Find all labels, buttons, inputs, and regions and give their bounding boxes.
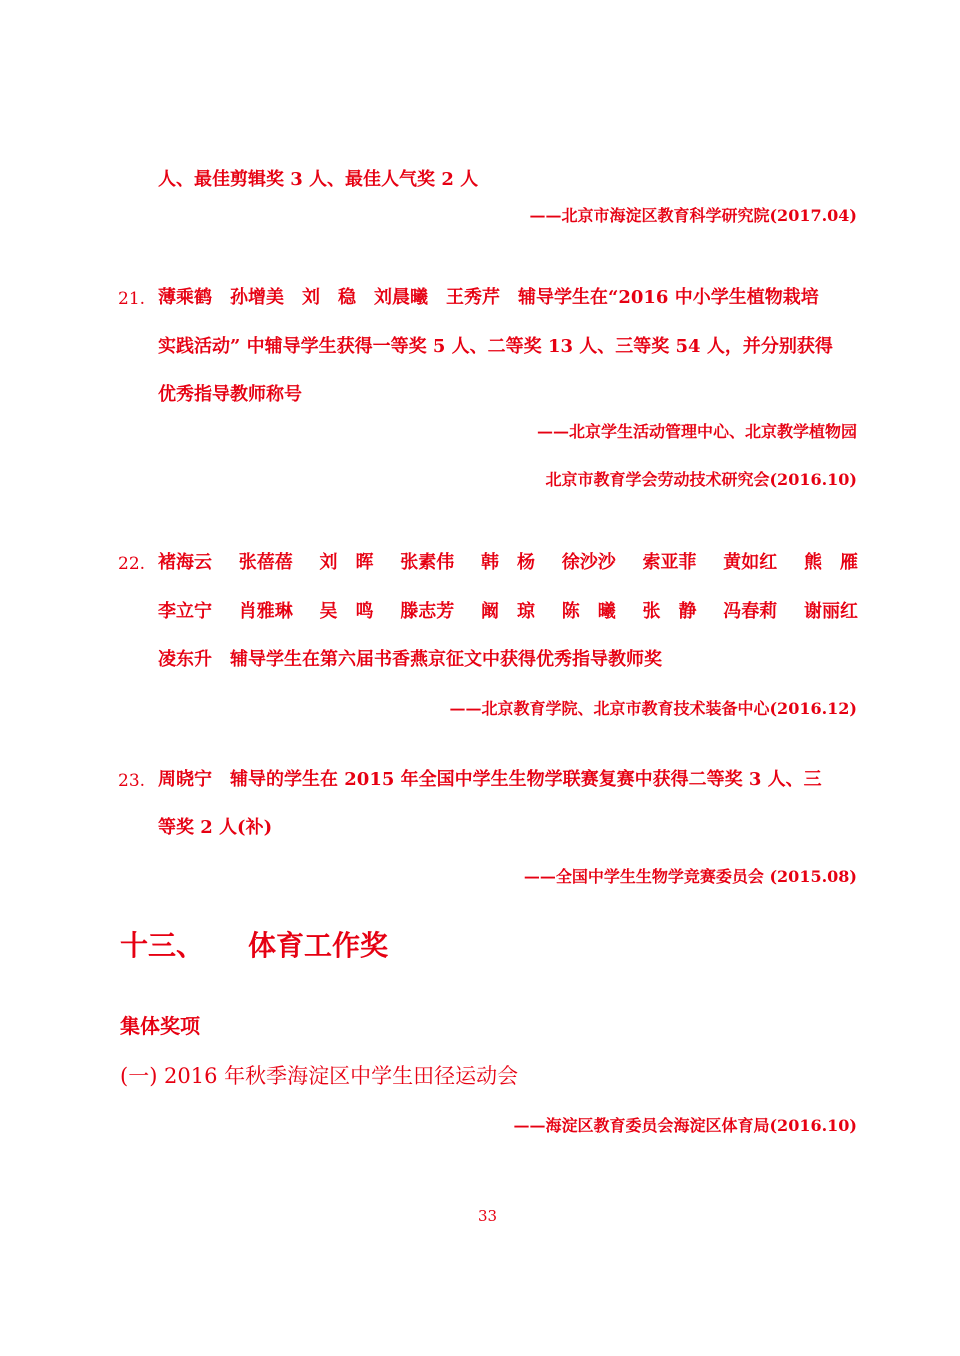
- section-heading: [120, 928, 388, 964]
- person-name: 冯春莉: [723, 601, 778, 622]
- person-name: 阚 琼: [481, 601, 535, 622]
- entry20-source: ——北京市海淀区教育科学研究院(2017.04): [529, 206, 857, 225]
- section-item: (一) 2016 年秋季海淀区中学生田径运动会: [120, 1064, 519, 1088]
- entry23-line2: 等奖 2 人(补): [158, 817, 273, 838]
- person-name: 谢丽红: [804, 601, 858, 622]
- section-subtitle: 集体奖项: [120, 1014, 200, 1038]
- entry22-names-row2: [158, 600, 858, 624]
- entry22-names-row1: [158, 551, 858, 575]
- person-name: 褚海云: [158, 552, 212, 573]
- person-name: 索亚菲: [642, 552, 697, 573]
- entry21-source1: ——北京学生活动管理中心、北京教学植物园: [536, 422, 857, 441]
- page-number: 33: [477, 1207, 498, 1225]
- section-number: 十三、: [120, 929, 205, 962]
- person-name: 刘 晖: [319, 552, 374, 573]
- entry22-line3: 凌东升 辅导学生在第六届书香燕京征文中获得优秀指导教师奖: [158, 649, 662, 670]
- entry23-number: 23.: [118, 771, 146, 791]
- entry21-number: 21.: [118, 289, 146, 309]
- person-name: 陈 曦: [561, 601, 616, 622]
- entry22-source: ——北京教育学院、北京市教育技术装备中心(2016.12): [449, 699, 857, 718]
- person-name: 滕志芳: [400, 601, 455, 622]
- person-name: 张蓓蓓: [238, 552, 293, 573]
- person-name: 李立宁: [158, 601, 212, 622]
- entry21-line1: 薄乘鹤 孙增美 刘 稳 刘晨曦 王秀芹 辅导学生在“2016 中小学生植物栽培: [158, 287, 819, 308]
- section-item-source: ——海淀区教育委员会海淀区体育局(2016.10): [513, 1116, 857, 1135]
- entry20-continuation: 人、最佳剪辑奖 3 人、最佳人气奖 2 人: [158, 169, 479, 190]
- entry21-line3: 优秀指导教师称号: [158, 384, 302, 405]
- entry23-line1: 周晓宁 辅导的学生在 2015 年全国中学生生物学联赛复赛中获得二等奖 3 人、三: [158, 769, 822, 790]
- person-name: 吴 鸣: [319, 601, 374, 622]
- person-name: 徐沙沙: [561, 552, 616, 573]
- person-name: 张 静: [642, 601, 697, 622]
- person-name: 韩 杨: [481, 552, 535, 573]
- person-name: 熊 雁: [804, 552, 858, 573]
- person-name: 黄如红: [723, 552, 778, 573]
- entry22-number: 22.: [118, 554, 146, 574]
- person-name: 肖雅琳: [238, 601, 293, 622]
- entry21-line2: 实践活动” 中辅导学生获得一等奖 5 人、二等奖 13 人、三等奖 54 人，并分别获得: [158, 336, 833, 357]
- entry23-source: ——全国中学生生物学竞赛委员会 (2015.08): [523, 867, 857, 886]
- section-title: 体育工作奖: [248, 929, 389, 962]
- person-name: 张素伟: [400, 552, 455, 573]
- entry21-source2: 北京市教育学会劳动技术研究会(2016.10): [545, 470, 857, 489]
